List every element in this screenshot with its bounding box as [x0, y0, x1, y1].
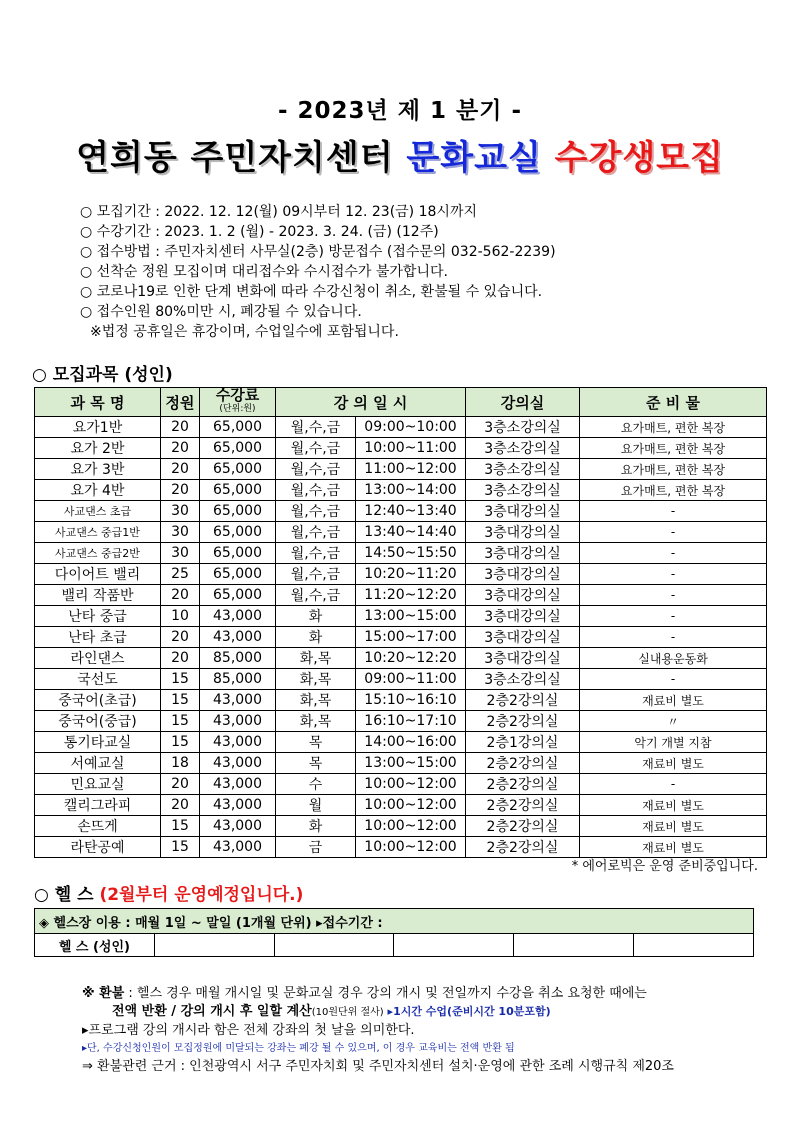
health-section-heading — [34, 880, 303, 905]
cell-room: 3층소강의실 — [466, 417, 580, 438]
cell-prep: - — [580, 585, 767, 606]
cell-prep: 재료비 별도 — [580, 837, 767, 858]
health-label: 헬 스 (성인) — [35, 934, 155, 957]
cell-days: 목 — [276, 732, 356, 753]
refund-line-5: ⇒ 환불관련 근거 : 인천광역시 서구 주민자치회 및 주민자치센터 설치·운영에 관한 조례 시행규칙 제20조 — [82, 1059, 674, 1074]
cell-time: 10:20~11:20 — [356, 564, 466, 585]
cell-capacity: 20 — [161, 795, 200, 816]
table-row — [35, 753, 767, 774]
page-title — [0, 130, 800, 179]
table-row — [35, 501, 767, 522]
cell-prep: 재료비 별도 — [580, 690, 767, 711]
title-culture-class: 문화교실 — [406, 138, 542, 178]
cell-prep: 악기 개별 지참 — [580, 732, 767, 753]
table-row — [35, 711, 767, 732]
cell-room: 3층대강의실 — [466, 585, 580, 606]
cell-fee: 43,000 — [200, 774, 276, 795]
header-subject: 과 목 명 — [35, 388, 161, 417]
table-row — [35, 816, 767, 837]
cell-room: 3층대강의실 — [466, 606, 580, 627]
cell-capacity: 10 — [161, 606, 200, 627]
cell-capacity: 15 — [161, 732, 200, 753]
holiday-note: ※법정 공휴일은 휴강이며, 수업일수에 포함됩니다. — [90, 324, 399, 340]
cell-fee: 65,000 — [200, 522, 276, 543]
cell-room: 3층대강의실 — [466, 627, 580, 648]
cell-room: 2층2강의실 — [466, 795, 580, 816]
refund-line-1 — [82, 985, 674, 1003]
cell-capacity: 20 — [161, 648, 200, 669]
cell-time: 10:00~11:00 — [356, 438, 466, 459]
cell-time: 09:00~11:00 — [356, 669, 466, 690]
cell-time: 10:00~12:00 — [356, 795, 466, 816]
health-cell — [154, 934, 274, 957]
info-line: ○ 접수방법 : 주민자치센터 사무실(2층) 방문접수 (접수문의 032-562-2239) — [80, 244, 556, 260]
cell-prep: 요가매트, 편한 복장 — [580, 480, 767, 501]
cell-prep: 재료비 별도 — [580, 795, 767, 816]
cell-capacity: 15 — [161, 816, 200, 837]
cell-subject: 요가 3반 — [35, 459, 161, 480]
cell-prep: - — [580, 522, 767, 543]
cell-days: 화,목 — [276, 669, 356, 690]
cell-prep: - — [580, 627, 767, 648]
table-row — [35, 606, 767, 627]
cell-fee: 65,000 — [200, 480, 276, 501]
page-subtitle: - 2023년 제 1 분기 - — [277, 98, 523, 124]
cell-fee: 65,000 — [200, 501, 276, 522]
table-row — [35, 438, 767, 459]
courses-table — [34, 387, 767, 858]
cell-subject: 요가 2반 — [35, 438, 161, 459]
cell-fee: 43,000 — [200, 627, 276, 648]
cell-capacity: 20 — [161, 774, 200, 795]
refund-rounding: (10원단위 절사) — [311, 1007, 384, 1018]
info-line: ○ 접수인원 80%미만 시, 폐강될 수 있습니다. — [80, 304, 362, 320]
cell-room: 2층2강의실 — [466, 690, 580, 711]
refund-line-4: ▸단, 수강신청인원이 모집정원에 미달되는 강좌는 폐강 될 수 있으며, 이 경우 교육비는 전액 반환 됨 — [82, 1043, 515, 1054]
cell-capacity: 25 — [161, 564, 200, 585]
table-row — [35, 480, 767, 501]
table-row — [35, 585, 767, 606]
cell-subject: 중국어(중급) — [35, 711, 161, 732]
cell-room: 2층1강의실 — [466, 732, 580, 753]
cell-days: 화 — [276, 606, 356, 627]
health-cell — [634, 934, 754, 957]
cell-days: 월,수,금 — [276, 480, 356, 501]
refund-label: ※ 환불 — [82, 986, 125, 1001]
health-table — [34, 908, 754, 957]
cell-days: 금 — [276, 837, 356, 858]
cell-room: 2층2강의실 — [466, 753, 580, 774]
cell-time: 09:00~10:00 — [356, 417, 466, 438]
cell-capacity: 20 — [161, 417, 200, 438]
info-line: ○ 모집기간 : 2022. 12. 12(월) 09시부터 12. 23(금) 18시까지 — [80, 204, 477, 220]
header-fee — [200, 388, 276, 417]
refund-line-3: ▸프로그램 강의 개시라 함은 전체 강좌의 첫 날을 의미한다. — [82, 1023, 415, 1038]
cell-room: 2층2강의실 — [466, 816, 580, 837]
refund-line-2 — [82, 1003, 674, 1022]
cell-fee: 65,000 — [200, 438, 276, 459]
info-line: ○ 코로나19로 인한 단계 변화에 따라 수강신청이 취소, 환불될 수 있습니다. — [80, 284, 543, 300]
health-cell — [514, 934, 634, 957]
header-prep: 준 비 물 — [580, 388, 767, 417]
cell-capacity: 20 — [161, 438, 200, 459]
title-recruit: 수강생모집 — [554, 138, 724, 178]
cell-days: 월,수,금 — [276, 459, 356, 480]
cell-days: 월,수,금 — [276, 417, 356, 438]
cell-room: 3층대강의실 — [466, 522, 580, 543]
cell-subject: 라인댄스 — [35, 648, 161, 669]
cell-capacity: 30 — [161, 501, 200, 522]
refund-section — [82, 985, 674, 1076]
cell-subject: 난타 중급 — [35, 606, 161, 627]
cell-prep: 요가매트, 편한 복장 — [580, 438, 767, 459]
cell-capacity: 30 — [161, 522, 200, 543]
cell-capacity: 20 — [161, 480, 200, 501]
cell-room: 2층2강의실 — [466, 774, 580, 795]
cell-time: 11:20~12:20 — [356, 585, 466, 606]
cell-subject: 밸리 작품반 — [35, 585, 161, 606]
cell-time: 14:50~15:50 — [356, 543, 466, 564]
cell-time: 13:00~15:00 — [356, 606, 466, 627]
cell-fee: 43,000 — [200, 606, 276, 627]
refund-text: : 헬스 경우 매월 개시일 및 문화교실 경우 강의 개시 및 전일까지 수강을 취소 요청한 때에는 — [124, 986, 647, 1001]
cell-time: 10:20~12:20 — [356, 648, 466, 669]
cell-prep: 실내용운동화 — [580, 648, 767, 669]
cell-time: 13:40~14:40 — [356, 522, 466, 543]
title-center-name: 연희동 주민자치센터 — [76, 138, 394, 178]
table-row — [35, 627, 767, 648]
cell-room: 3층소강의실 — [466, 480, 580, 501]
cell-capacity: 15 — [161, 669, 200, 690]
cell-capacity: 20 — [161, 459, 200, 480]
cell-prep: - — [580, 501, 767, 522]
cell-subject: 손뜨게 — [35, 816, 161, 837]
cell-fee: 43,000 — [200, 837, 276, 858]
cell-capacity: 30 — [161, 543, 200, 564]
cell-prep: - — [580, 774, 767, 795]
info-line: ○ 선착순 정원 모집이며 대리접수와 수시접수가 불가합니다. — [80, 264, 448, 280]
cell-time: 12:40~13:40 — [356, 501, 466, 522]
cell-fee: 85,000 — [200, 669, 276, 690]
cell-days: 화 — [276, 816, 356, 837]
cell-room: 3층소강의실 — [466, 438, 580, 459]
cell-fee: 85,000 — [200, 648, 276, 669]
cell-prep: - — [580, 543, 767, 564]
cell-capacity: 15 — [161, 711, 200, 732]
cell-subject: 사교댄스 초급 — [35, 501, 161, 522]
table-row — [35, 564, 767, 585]
cell-subject: 통기타교실 — [35, 732, 161, 753]
cell-time: 15:00~17:00 — [356, 627, 466, 648]
header-room: 강의실 — [466, 388, 580, 417]
cell-fee: 65,000 — [200, 585, 276, 606]
cell-fee: 65,000 — [200, 564, 276, 585]
header-fee-unit: (단위:원) — [219, 404, 256, 414]
cell-days: 화,목 — [276, 690, 356, 711]
cell-days: 수 — [276, 774, 356, 795]
cell-days: 월,수,금 — [276, 501, 356, 522]
header-schedule: 강 의 일 시 — [276, 388, 466, 417]
table-row — [35, 795, 767, 816]
cell-subject: 요가 4반 — [35, 480, 161, 501]
info-list — [80, 202, 556, 342]
cell-capacity: 15 — [161, 690, 200, 711]
cell-days: 월,수,금 — [276, 438, 356, 459]
cell-subject: 국선도 — [35, 669, 161, 690]
cell-days: 화 — [276, 627, 356, 648]
cell-time: 15:10~16:10 — [356, 690, 466, 711]
table-row — [35, 669, 767, 690]
cell-capacity: 15 — [161, 837, 200, 858]
cell-subject: 중국어(초급) — [35, 690, 161, 711]
cell-fee: 43,000 — [200, 732, 276, 753]
table-row — [35, 543, 767, 564]
cell-room: 3층대강의실 — [466, 648, 580, 669]
cell-fee: 43,000 — [200, 753, 276, 774]
cell-time: 13:00~15:00 — [356, 753, 466, 774]
cell-room: 2층2강의실 — [466, 711, 580, 732]
header-capacity: 정원 — [161, 388, 200, 417]
cell-days: 화,목 — [276, 648, 356, 669]
cell-fee: 43,000 — [200, 711, 276, 732]
cell-capacity: 20 — [161, 627, 200, 648]
table-header-row — [35, 388, 767, 417]
cell-prep: 재료비 별도 — [580, 816, 767, 837]
table-row — [35, 522, 767, 543]
cell-fee: 65,000 — [200, 417, 276, 438]
cell-room: 3층대강의실 — [466, 543, 580, 564]
table-row — [35, 690, 767, 711]
table-row — [35, 417, 767, 438]
cell-subject: 요가1반 — [35, 417, 161, 438]
refund-class-hour: ▸1시간 수업(준비시간 10분포함) — [383, 1005, 551, 1018]
cell-subject: 라탄공예 — [35, 837, 161, 858]
cell-fee: 65,000 — [200, 459, 276, 480]
cell-time: 11:00~12:00 — [356, 459, 466, 480]
refund-full: 전액 반환 / — [112, 1004, 181, 1019]
cell-room: 3층소강의실 — [466, 669, 580, 690]
cell-time: 16:10~17:10 — [356, 711, 466, 732]
table-row — [35, 459, 767, 480]
cell-room: 3층소강의실 — [466, 459, 580, 480]
cell-subject: 다이어트 밸리 — [35, 564, 161, 585]
cell-prep: 요가매트, 편한 복장 — [580, 417, 767, 438]
cell-fee: 65,000 — [200, 543, 276, 564]
cell-subject: 서예교실 — [35, 753, 161, 774]
cell-days: 월,수,금 — [276, 543, 356, 564]
refund-prorated: 강의 개시 후 일할 계산 — [180, 1004, 312, 1019]
health-cell — [394, 934, 514, 957]
cell-room: 3층대강의실 — [466, 501, 580, 522]
cell-time: 10:00~12:00 — [356, 816, 466, 837]
cell-subject: 민요교실 — [35, 774, 161, 795]
cell-subject: 캘리그라피 — [35, 795, 161, 816]
cell-time: 13:00~14:00 — [356, 480, 466, 501]
cell-prep: - — [580, 606, 767, 627]
cell-capacity: 18 — [161, 753, 200, 774]
cell-days: 화,목 — [276, 711, 356, 732]
table-row — [35, 774, 767, 795]
table-row — [35, 648, 767, 669]
cell-days: 월,수,금 — [276, 585, 356, 606]
cell-subject: 사교댄스 중급2반 — [35, 543, 161, 564]
cell-time: 14:00~16:00 — [356, 732, 466, 753]
header-fee-label: 수강료 — [215, 386, 260, 404]
info-line: ○ 수강기간 : 2023. 1. 2 (월) - 2023. 3. 24. (금) (12주) — [80, 224, 439, 240]
cell-fee: 43,000 — [200, 690, 276, 711]
cell-prep: - — [580, 669, 767, 690]
cell-subject: 사교댄스 중급1반 — [35, 522, 161, 543]
cell-fee: 43,000 — [200, 816, 276, 837]
cell-room: 3층대강의실 — [466, 564, 580, 585]
cell-days: 월 — [276, 795, 356, 816]
cell-prep: 요가매트, 편한 복장 — [580, 459, 767, 480]
cell-room: 2층2강의실 — [466, 837, 580, 858]
cell-prep: 〃 — [580, 711, 767, 732]
aerobic-note: * 에어로빅은 운영 준비중입니다. — [571, 859, 758, 874]
courses-section-heading: ○ 모집과목 (성인) — [32, 365, 173, 385]
cell-capacity: 20 — [161, 585, 200, 606]
cell-prep: 재료비 별도 — [580, 753, 767, 774]
cell-time: 10:00~12:00 — [356, 774, 466, 795]
health-heading-note: (2월부터 운영예정입니다.) — [99, 885, 304, 905]
table-row — [35, 732, 767, 753]
cell-days: 월,수,금 — [276, 522, 356, 543]
cell-prep: - — [580, 564, 767, 585]
health-info-header: ◈ 헬스장 이용 : 매월 1일 ~ 말일 (1개월 단위) ▸접수기간 : — [35, 909, 754, 934]
health-cell — [274, 934, 394, 957]
health-heading: ○ 헬 스 — [34, 885, 94, 905]
cell-days: 월,수,금 — [276, 564, 356, 585]
cell-time: 10:00~12:00 — [356, 837, 466, 858]
cell-days: 목 — [276, 753, 356, 774]
cell-fee: 43,000 — [200, 795, 276, 816]
cell-subject: 난타 초급 — [35, 627, 161, 648]
